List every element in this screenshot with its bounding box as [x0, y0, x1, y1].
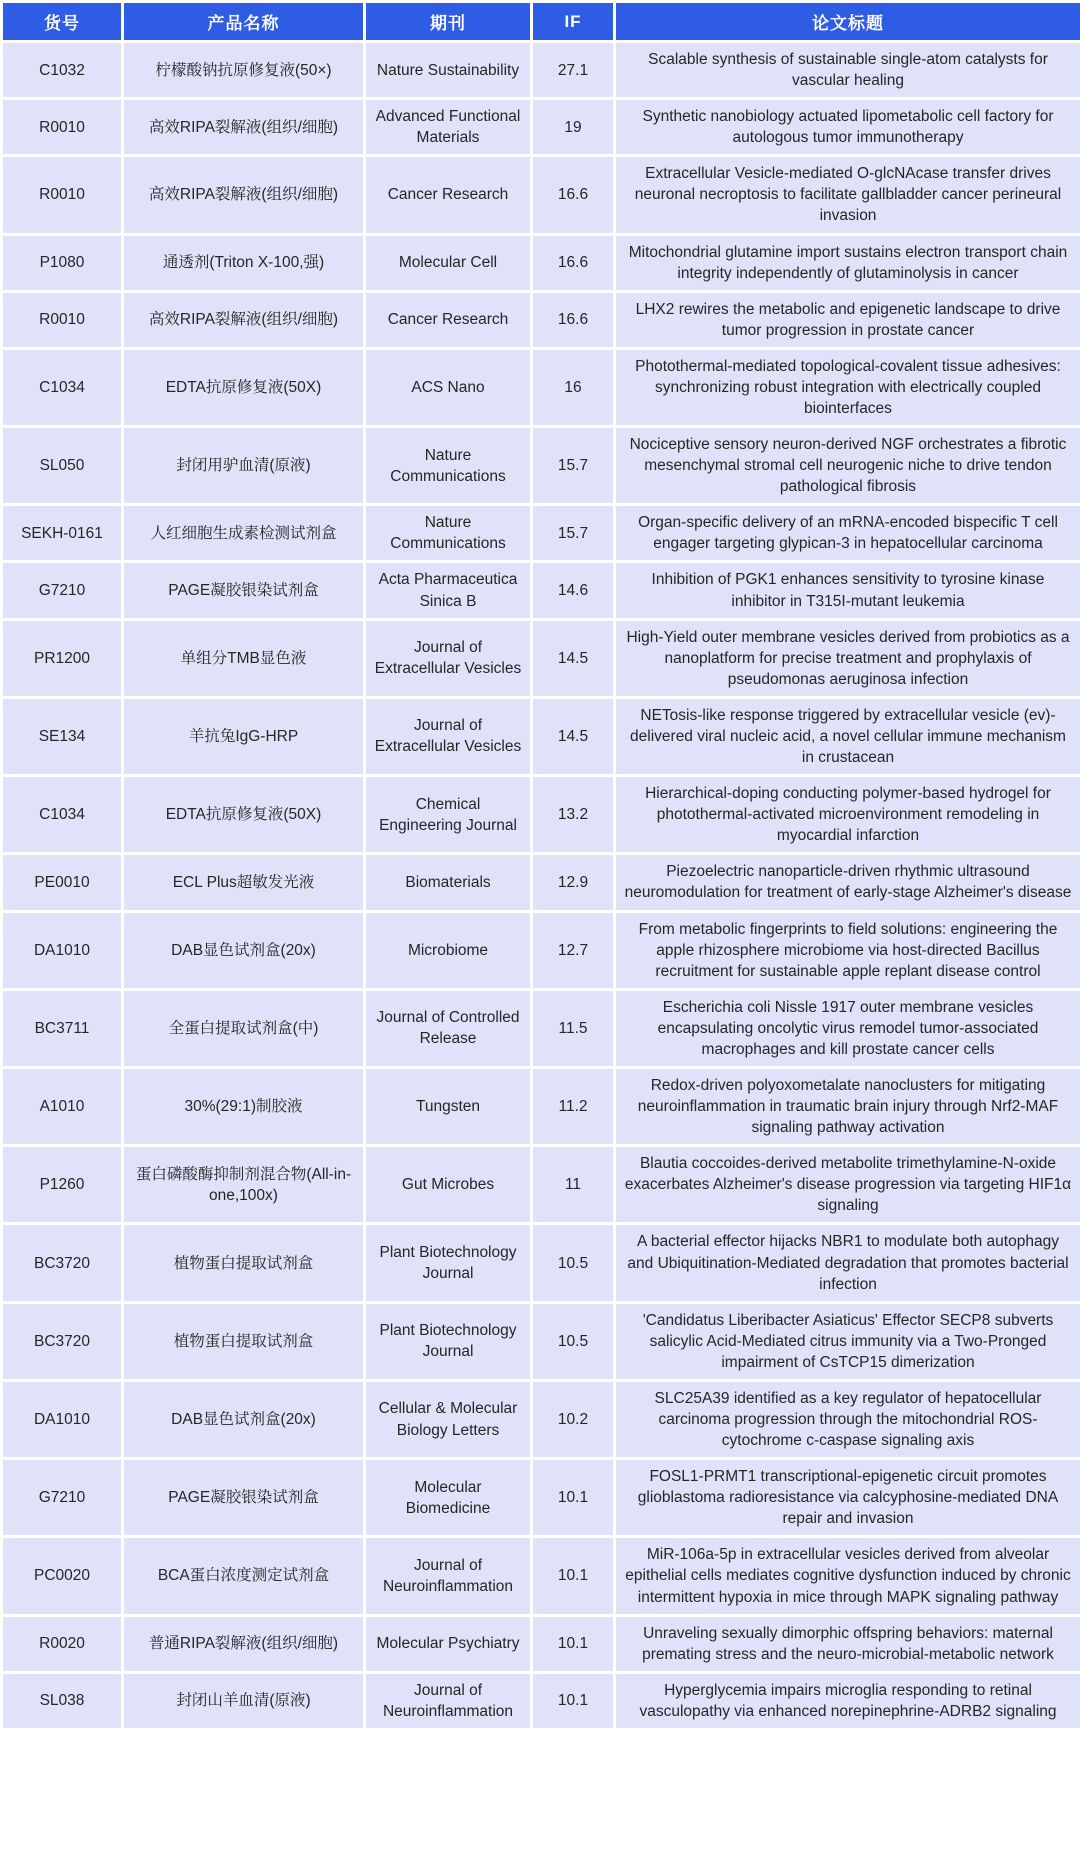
column-header-journal: 期刊	[365, 2, 532, 42]
cell-journal: Nature Communications	[365, 505, 532, 562]
table-row	[2, 1615, 1080, 1672]
cell-journal: Plant Biotechnology Journal	[365, 1224, 532, 1302]
cell-if: 14.5	[532, 697, 615, 775]
cell-product: EDTA抗原修复液(50X)	[123, 348, 365, 426]
cell-product: 全蛋白提取试剂盒(中)	[123, 989, 365, 1067]
cell-product: 高效RIPA裂解液(组织/细胞)	[123, 156, 365, 234]
cell-journal: Nature Sustainability	[365, 42, 532, 99]
cell-paper-title: Extracellular Vesicle-mediated O-glcNAcase transfer drives neuronal necroptosis to facilitate gallbladder cancer perineural invasion	[615, 156, 1080, 234]
table-row	[2, 156, 1080, 234]
cell-sku: DA1010	[2, 911, 123, 989]
column-header-if: IF	[532, 2, 615, 42]
cell-paper-title: Redox-driven polyoxometalate nanoclusters for mitigating neuroinflammation in traumatic brain injury through Nrf2-MAF signaling pathway activation	[615, 1067, 1080, 1145]
table-row	[2, 1459, 1080, 1537]
table-row	[2, 42, 1080, 99]
cell-paper-title: SLC25A39 identified as a key regulator of hepatocellular carcinoma progression through the mitochondrial ROS-cytochrome c-caspase signaling axis	[615, 1380, 1080, 1458]
cell-product: PAGE凝胶银染试剂盒	[123, 1459, 365, 1537]
cell-if: 14.6	[532, 562, 615, 619]
cell-sku: PE0010	[2, 854, 123, 911]
cell-sku: PR1200	[2, 619, 123, 697]
cell-sku: C1034	[2, 776, 123, 854]
cell-journal: Journal of Controlled Release	[365, 989, 532, 1067]
cell-sku: G7210	[2, 1459, 123, 1537]
cell-if: 11	[532, 1146, 615, 1224]
cell-paper-title: Organ-specific delivery of an mRNA-encoded bispecific T cell engager targeting glypican-3 in hepatocellular carcinoma	[615, 505, 1080, 562]
cell-sku: DA1010	[2, 1380, 123, 1458]
table-row	[2, 99, 1080, 156]
cell-paper-title: From metabolic fingerprints to field solutions: engineering the apple rhizosphere microbiome via host-directed Bacillus recruitment for sustainable apple replant disease control	[615, 911, 1080, 989]
cell-journal: Journal of Neuroinflammation	[365, 1537, 532, 1615]
cell-paper-title: FOSL1-PRMT1 transcriptional-epigenetic circuit promotes glioblastoma radioresistance via calcyphosine-mediated DNA repair and invasion	[615, 1459, 1080, 1537]
cell-product: 植物蛋白提取试剂盒	[123, 1224, 365, 1302]
cell-product: PAGE凝胶银染试剂盒	[123, 562, 365, 619]
cell-product: 普通RIPA裂解液(组织/细胞)	[123, 1615, 365, 1672]
cell-paper-title: Mitochondrial glutamine import sustains electron transport chain integrity independently of glutaminolysis in cancer	[615, 234, 1080, 291]
cell-paper-title: Unraveling sexually dimorphic offspring behaviors: maternal premating stress and the neuro-microbial-metabolic network	[615, 1615, 1080, 1672]
cell-if: 14.5	[532, 619, 615, 697]
cell-product: 人红细胞生成素检测试剂盒	[123, 505, 365, 562]
table-row	[2, 505, 1080, 562]
cell-journal: Nature Communications	[365, 427, 532, 505]
cell-paper-title: High-Yield outer membrane vesicles derived from probiotics as a nanoplatform for precise treatment and prophylaxis of pseudomonas aeruginosa infection	[615, 619, 1080, 697]
cell-sku: SL050	[2, 427, 123, 505]
cell-if: 10.1	[532, 1459, 615, 1537]
cell-if: 27.1	[532, 42, 615, 99]
table-row	[2, 854, 1080, 911]
cell-journal: Cancer Research	[365, 156, 532, 234]
cell-journal: Tungsten	[365, 1067, 532, 1145]
cell-product: ECL Plus超敏发光液	[123, 854, 365, 911]
table-row	[2, 1302, 1080, 1380]
cell-sku: PC0020	[2, 1537, 123, 1615]
cell-journal: Acta Pharmaceutica Sinica B	[365, 562, 532, 619]
cell-journal: Molecular Cell	[365, 234, 532, 291]
cell-if: 16.6	[532, 156, 615, 234]
table-row	[2, 234, 1080, 291]
cell-journal: Molecular Psychiatry	[365, 1615, 532, 1672]
column-header-title: 论文标题	[615, 2, 1080, 42]
table-row	[2, 1067, 1080, 1145]
cell-paper-title: Blautia coccoides-derived metabolite trimethylamine-N-oxide exacerbates Alzheimer's disease progression via targeting HIF1α signaling	[615, 1146, 1080, 1224]
cell-sku: C1032	[2, 42, 123, 99]
cell-journal: Advanced Functional Materials	[365, 99, 532, 156]
cell-sku: BC3720	[2, 1302, 123, 1380]
table-row	[2, 911, 1080, 989]
cell-product: 封闭用驴血清(原液)	[123, 427, 365, 505]
cell-product: DAB显色试剂盒(20x)	[123, 911, 365, 989]
cell-paper-title: Hierarchical-doping conducting polymer-based hydrogel for photothermal-activated microenvironment remodeling in myocardial infarction	[615, 776, 1080, 854]
cell-sku: R0010	[2, 99, 123, 156]
cell-paper-title: LHX2 rewires the metabolic and epigenetic landscape to drive tumor progression in prostate cancer	[615, 291, 1080, 348]
cell-journal: Cellular & Molecular Biology Letters	[365, 1380, 532, 1458]
cell-product: BCA蛋白浓度测定试剂盒	[123, 1537, 365, 1615]
cell-product: 封闭山羊血清(原液)	[123, 1672, 365, 1729]
cell-if: 13.2	[532, 776, 615, 854]
cell-paper-title: Hyperglycemia impairs microglia responding to retinal vasculopathy via enhanced norepinephrine-ADRB2 signaling	[615, 1672, 1080, 1729]
cell-if: 10.5	[532, 1302, 615, 1380]
cell-journal: Molecular Biomedicine	[365, 1459, 532, 1537]
table-row	[2, 1146, 1080, 1224]
cell-if: 10.1	[532, 1672, 615, 1729]
cell-sku: SE134	[2, 697, 123, 775]
cell-sku: SEKH-0161	[2, 505, 123, 562]
cell-sku: R0020	[2, 1615, 123, 1672]
cell-paper-title: Scalable synthesis of sustainable single-atom catalysts for vascular healing	[615, 42, 1080, 99]
table-row	[2, 1380, 1080, 1458]
cell-if: 16	[532, 348, 615, 426]
cell-paper-title: 'Candidatus Liberibacter Asiaticus' Effector SECP8 subverts salicylic Acid-Mediated citrus immunity via a Two-Pronged impairment of CsTCP15 dimerization	[615, 1302, 1080, 1380]
cell-paper-title: Nociceptive sensory neuron-derived NGF orchestrates a fibrotic mesenchymal stromal cell neurogenic niche to drive tendon pathological fibrosis	[615, 427, 1080, 505]
cell-if: 16.6	[532, 234, 615, 291]
cell-journal: ACS Nano	[365, 348, 532, 426]
cell-if: 10.5	[532, 1224, 615, 1302]
cell-sku: P1080	[2, 234, 123, 291]
header-row	[2, 2, 1080, 42]
cell-if: 15.7	[532, 505, 615, 562]
cell-product: EDTA抗原修复液(50X)	[123, 776, 365, 854]
cell-paper-title: A bacterial effector hijacks NBR1 to modulate both autophagy and Ubiquitination-Mediated degradation that promotes bacterial infection	[615, 1224, 1080, 1302]
cell-sku: C1034	[2, 348, 123, 426]
cell-journal: Chemical Engineering Journal	[365, 776, 532, 854]
cell-sku: P1260	[2, 1146, 123, 1224]
cell-if: 10.1	[532, 1537, 615, 1615]
cell-if: 19	[532, 99, 615, 156]
cell-sku: A1010	[2, 1067, 123, 1145]
table-row	[2, 562, 1080, 619]
table-row	[2, 427, 1080, 505]
cell-sku: BC3711	[2, 989, 123, 1067]
cell-product: 柠檬酸钠抗原修复液(50×)	[123, 42, 365, 99]
cell-if: 12.9	[532, 854, 615, 911]
cell-product: 蛋白磷酸酶抑制剂混合物(All-in-one,100x)	[123, 1146, 365, 1224]
cell-journal: Gut Microbes	[365, 1146, 532, 1224]
cell-journal: Journal of Extracellular Vesicles	[365, 619, 532, 697]
cell-if: 10.2	[532, 1380, 615, 1458]
cell-paper-title: Piezoelectric nanoparticle-driven rhythmic ultrasound neuromodulation for treatment of early-stage Alzheimer's disease	[615, 854, 1080, 911]
table-row	[2, 989, 1080, 1067]
table-row	[2, 619, 1080, 697]
cell-journal: Journal of Neuroinflammation	[365, 1672, 532, 1729]
cell-product: 高效RIPA裂解液(组织/细胞)	[123, 291, 365, 348]
cell-journal: Plant Biotechnology Journal	[365, 1302, 532, 1380]
table-row	[2, 697, 1080, 775]
cell-product: 30%(29:1)制胶液	[123, 1067, 365, 1145]
cell-paper-title: Inhibition of PGK1 enhances sensitivity to tyrosine kinase inhibitor in T315I-mutant leukemia	[615, 562, 1080, 619]
cell-paper-title: NETosis-like response triggered by extracellular vesicle (ev)-delivered viral nucleic acid, a novel cellular immune mechanism in crustacean	[615, 697, 1080, 775]
cell-product: 羊抗兔IgG-HRP	[123, 697, 365, 775]
table-row	[2, 776, 1080, 854]
column-header-sku: 货号	[2, 2, 123, 42]
cell-paper-title: Photothermal-mediated topological-covalent tissue adhesives: synchronizing robust integration with electrically coupled biointerfaces	[615, 348, 1080, 426]
cell-if: 11.2	[532, 1067, 615, 1145]
cell-product: 通透剂(Triton X-100,强)	[123, 234, 365, 291]
column-header-product: 产品名称	[123, 2, 365, 42]
cell-if: 12.7	[532, 911, 615, 989]
table-row	[2, 1672, 1080, 1729]
cell-product: 单组分TMB显色液	[123, 619, 365, 697]
cell-sku: BC3720	[2, 1224, 123, 1302]
table-row	[2, 291, 1080, 348]
cell-journal: Biomaterials	[365, 854, 532, 911]
table-row	[2, 348, 1080, 426]
cell-journal: Microbiome	[365, 911, 532, 989]
cell-if: 15.7	[532, 427, 615, 505]
cell-journal: Cancer Research	[365, 291, 532, 348]
cell-if: 10.1	[532, 1615, 615, 1672]
cell-paper-title: Synthetic nanobiology actuated lipometabolic cell factory for autologous tumor immunotherapy	[615, 99, 1080, 156]
cell-product: 高效RIPA裂解液(组织/细胞)	[123, 99, 365, 156]
table-row	[2, 1537, 1080, 1615]
cell-sku: R0010	[2, 156, 123, 234]
cell-product: 植物蛋白提取试剂盒	[123, 1302, 365, 1380]
table-body	[2, 42, 1080, 1730]
cell-if: 16.6	[532, 291, 615, 348]
cell-sku: SL038	[2, 1672, 123, 1729]
cell-journal: Journal of Extracellular Vesicles	[365, 697, 532, 775]
cell-paper-title: MiR-106a-5p in extracellular vesicles derived from alveolar epithelial cells mediates cognitive dysfunction induced by chronic intermittent hypoxia in mice through MAPK signaling pathway	[615, 1537, 1080, 1615]
cell-paper-title: Escherichia coli Nissle 1917 outer membrane vesicles encapsulating oncolytic virus remodel tumor-associated macrophages and kill prostate cancer cells	[615, 989, 1080, 1067]
cell-if: 11.5	[532, 989, 615, 1067]
table-row	[2, 1224, 1080, 1302]
cell-sku: R0010	[2, 291, 123, 348]
cell-sku: G7210	[2, 562, 123, 619]
cell-product: DAB显色试剂盒(20x)	[123, 1380, 365, 1458]
